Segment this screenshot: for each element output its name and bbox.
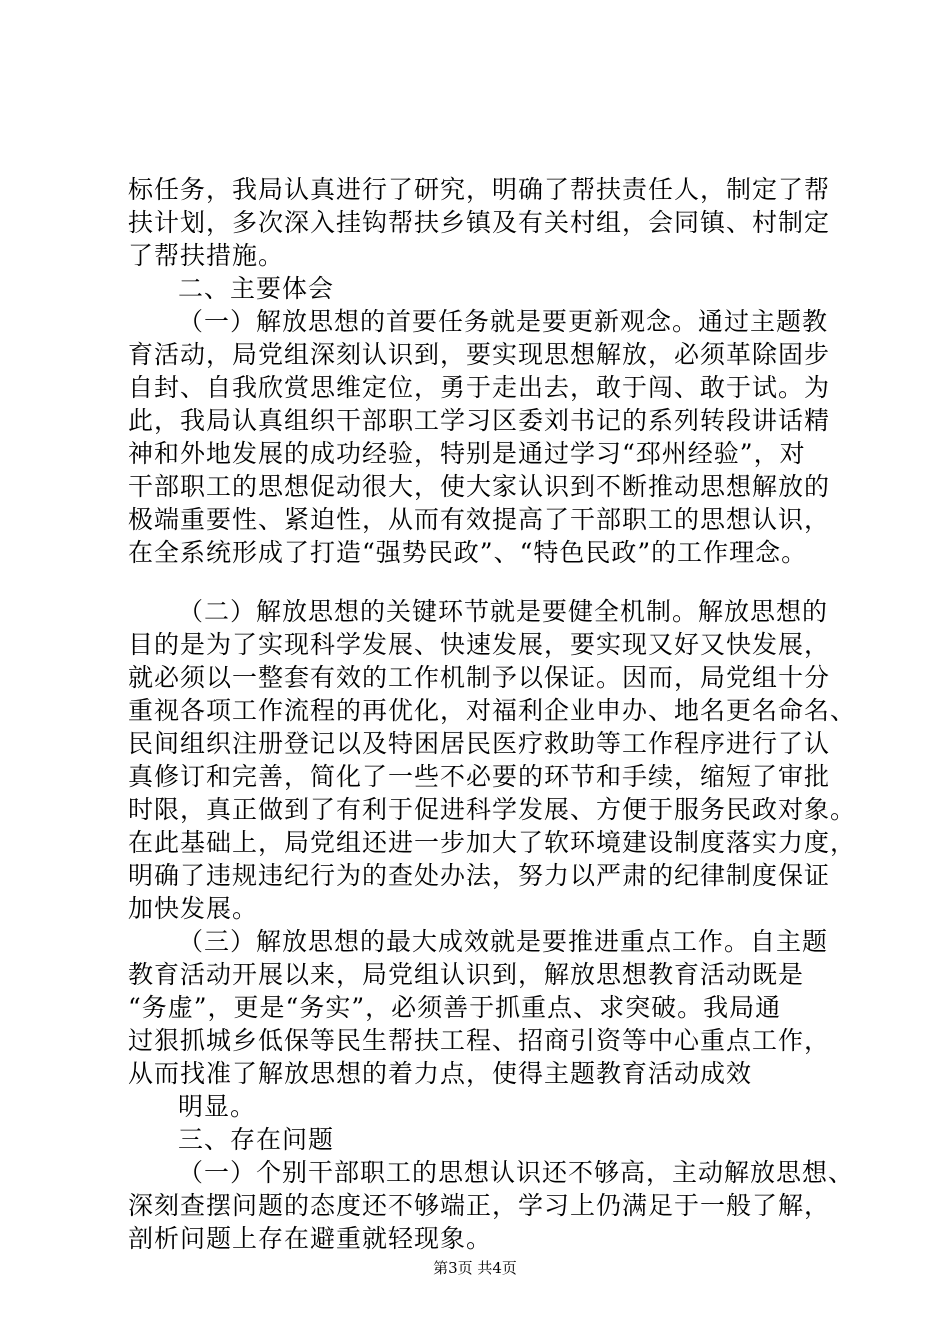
body-text-line: 目的是为了实现科学发展、快速发展，要实现又好又快发展，: [128, 630, 831, 659]
body-text-line: 时限，真正做到了有利于促进科学发展、方便于服务民政对象。: [128, 795, 857, 824]
body-text-line: （一）个别干部职工的思想认识还不够高，主动解放思想、: [178, 1158, 855, 1187]
body-text-line: （二）解放思想的关键环节就是要健全机制。解放思想的: [178, 597, 829, 626]
body-text-line: 民间组织注册登记以及特困居民医疗救助等工作程序进行了认: [128, 729, 831, 758]
body-text-line: 自封、自我欣赏思维定位，勇于走出去，敢于闯、敢于试。为: [128, 373, 831, 402]
body-text-line: 过狠抓城乡低保等民生帮扶工程、招商引资等中心重点工作，: [128, 1026, 831, 1055]
body-text-line: 明显。: [178, 1092, 257, 1121]
body-text-line: 在全系统形成了打造“强势民政”、“特色民政”的工作理念。: [128, 538, 808, 567]
body-text-line: 从而找准了解放思想的着力点，使得主题教育活动成效: [128, 1059, 753, 1088]
page-footer: 第3页 共4页: [433, 1259, 517, 1277]
body-text-line: 明确了违规违纪行为的查处办法，努力以严肃的纪律制度保证: [128, 861, 831, 890]
body-text-line: 神和外地发展的成功经验，特别是通过学习“邳州经验”，对: [128, 439, 806, 468]
body-text-line: 加快发展。: [128, 894, 259, 923]
body-text-line: 真修订和完善，简化了一些不必要的环节和手续，缩短了审批: [128, 762, 831, 791]
body-text-line: （三）解放思想的最大成效就是要推进重点工作。自主题: [178, 927, 829, 956]
body-text-line: 了帮扶措施。: [128, 241, 285, 270]
body-text-line: 重视各项工作流程的再优化，对福利企业申办、地名更名命名、: [128, 696, 857, 725]
section-heading: 三、存在问题: [178, 1125, 335, 1154]
body-text-line: 剖析问题上存在避重就轻现象。: [128, 1224, 493, 1253]
body-text-line: 教育活动开展以来，局党组认识到，解放思想教育活动既是: [128, 960, 805, 989]
body-text-line: 极端重要性、紧迫性，从而有效提高了干部职工的思想认识，: [128, 505, 831, 534]
body-text-line: （一）解放思想的首要任务就是要更新观念。通过主题教: [178, 307, 829, 336]
body-text-line: 干部职工的思想促动很大，使大家认识到不断推动思想解放的: [128, 472, 831, 501]
body-text-line: 标任务，我局认真进行了研究，明确了帮扶责任人，制定了帮: [128, 175, 831, 204]
body-text-line: 此，我局认真组织干部职工学习区委刘书记的系列转段讲话精: [128, 406, 831, 435]
body-text-line: 就必须以一整套有效的工作机制予以保证。因而，局党组十分: [128, 663, 831, 692]
body-text-line: 在此基础上，局党组还进一步加大了软环境建设制度落实力度，: [128, 828, 857, 857]
body-text-line: “务虚”，更是“务实”，必须善于抓重点、求突破。我局通: [128, 993, 782, 1022]
section-heading: 二、主要体会: [178, 274, 335, 303]
body-text-line: 育活动，局党组深刻认识到，要实现思想解放，必须革除固步: [128, 340, 831, 369]
body-text-line: 深刻查摆问题的态度还不够端正，学习上仍满足于一般了解，: [128, 1191, 831, 1220]
body-text-line: 扶计划，多次深入挂钩帮扶乡镇及有关村组，会同镇、村制定: [128, 208, 831, 237]
